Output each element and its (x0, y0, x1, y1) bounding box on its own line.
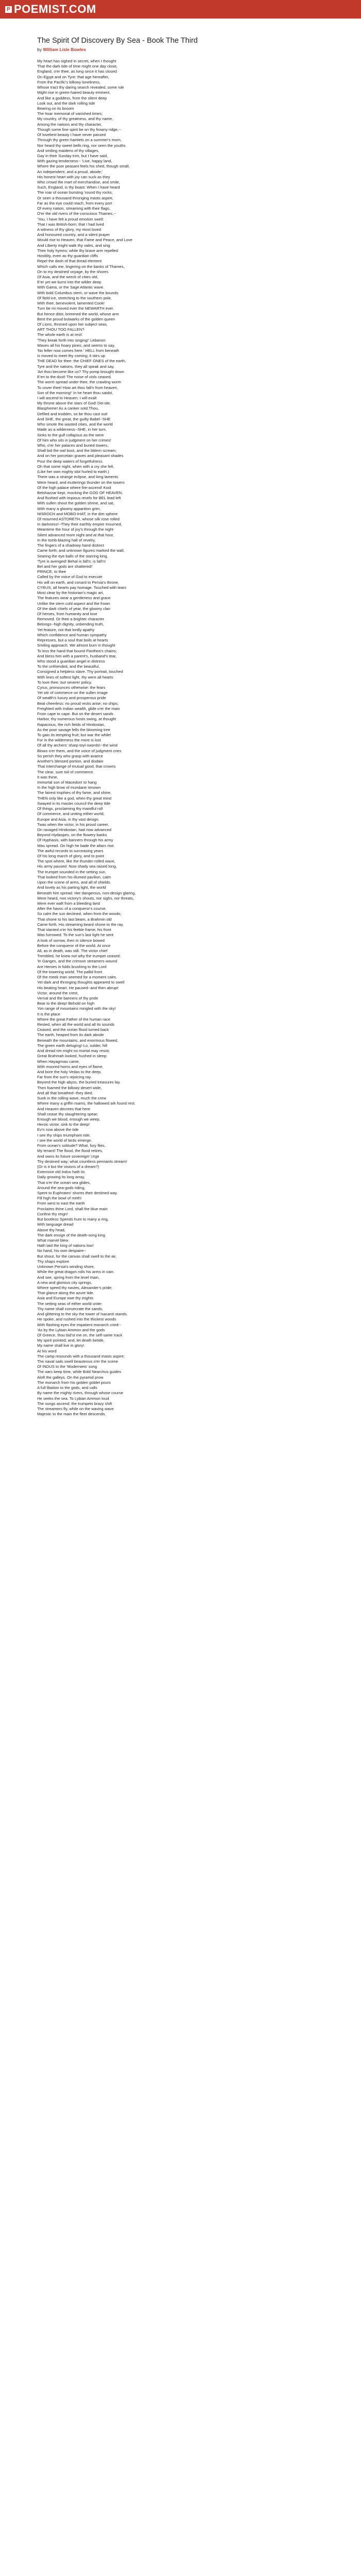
poem-line: 'No feller now comes here.' HELL from beneath (37, 348, 119, 353)
poem-line: Vernal and the banners of thy pride (37, 995, 99, 1001)
poem-line: That glance along the azure tide. (37, 1291, 94, 1296)
poem-line: Sunk in the rolling wave, much the crew (37, 1096, 106, 1101)
poem-line: Blows o'er them, and the voice of judgment cries (37, 748, 122, 753)
poem-line: Ceased, and the ocean flood turned back (37, 1027, 109, 1032)
poem-line: Of loveliest beauty I have never passed (37, 132, 106, 138)
poem-line: The trumpet sounded in the setting sun, (37, 869, 106, 874)
poem-line: Blaspheme! As a canker sold.Thou, (37, 406, 99, 411)
poem-line: And on her porcelain graves and pleasant shades (37, 453, 124, 459)
poem-line: 'Tyre is avenged! Behal is fall'n; is fall'n! (37, 558, 106, 564)
poem-line: While the great dragon rolls his arms in vain. (37, 1269, 114, 1275)
poem-line: Whose tract thy daring search revealed, some isle (37, 85, 124, 90)
poem-line: And bless him with a parent's, husband's tear, (37, 653, 117, 658)
poem-line: With Gama, or the Sage Atlantic wave. (37, 285, 104, 290)
poem-line: Bear to the deep! Behold on high (37, 1001, 95, 1006)
poem-line: Made as a wilderness--SHE, in her turn, (37, 427, 107, 432)
poem-line: From west to east the earth (37, 1201, 85, 1206)
poem-line: But shout, for the canvas shall swell to the air, (37, 1253, 117, 1259)
poem-line: With lines of softest light, thy were all hearts (37, 674, 113, 680)
poem-line: That looked from his illumed pavilion, calm (37, 874, 111, 879)
poem-line: England, o'er thee, as long since it has closed (37, 69, 117, 74)
poem-line: Of Greece, thou bid'st me on, the self-same track (37, 1332, 123, 1337)
poem-line: Though some fine spirit be on thy frowny ridge,-- (37, 127, 121, 132)
poem-line: There was a strange eclipse, and long laments (37, 474, 119, 480)
poem-line: And flushed with impious revels for BEL lead left (37, 496, 121, 501)
poem-line: Bel and her gods are shattered!' (37, 564, 93, 569)
poem-line: From the Pacific's billowy loneliness, (37, 79, 101, 84)
poem-line: To kiss the hand that bound Panthea's chains; (37, 648, 117, 653)
poem-line: The awful records to surceasing years (37, 848, 104, 853)
poem-line: Around the sea-gods riding, (37, 1185, 86, 1190)
poem-line: And bore the holy Vedas to the deep, (37, 1070, 102, 1074)
poem-line: Freighted with Indian wealth, glide o'er the main (37, 706, 120, 711)
poem-line: The spot where, like the thunder-rolled wave, (37, 859, 116, 864)
poem-line: His army paused. Now shady sea raised long, (37, 864, 117, 869)
logo-icon[interactable]: P (5, 6, 12, 13)
poem-line: Trembled, he knew not why the trumpet ceased; (37, 954, 121, 959)
poem-line: That interchange of mutual good, that crowns (37, 764, 116, 769)
poem-line: Gay in their Sunday trim, but I have said, (37, 153, 108, 158)
poem-line: The green earth deluging!-Lo, solder, hill (37, 1043, 107, 1048)
poem-line: Majestic to the main the fleet descends. (37, 1412, 106, 1417)
poem-line: Or seen a thousand thronging masts aspire, (37, 195, 113, 200)
poem-line: Look out, and the dark rolling tide (37, 100, 95, 106)
poem-line: And like a goddess, from the silent deep (37, 95, 107, 100)
poem-line: Heroic victor, sink to the deep! (37, 1122, 90, 1127)
poem-line: Of Asia, and the wreck of cities old, (37, 274, 99, 279)
poem-line: Hostility, even as thy guardian cliffs (37, 253, 98, 259)
poem-line: Of Hyphasis, with banners through his army (37, 838, 113, 843)
poem-line: Confine thy reign! (37, 1211, 68, 1216)
poem-line: Of INDUS to the 'Moderniets' song (37, 1364, 97, 1369)
poem-line: Beyond Hydaspes, on the flowery banks (37, 833, 107, 838)
poem-line: Victor, around the crest, (37, 990, 79, 995)
poem-line: Thy shaps explore (37, 1259, 70, 1264)
poem-line: Daily growing its long array, (37, 1175, 85, 1180)
poem-line: A full libation to the gods, and calls (37, 1385, 97, 1391)
poem-line: Removed. Or thee a brighter character (37, 617, 104, 622)
poem-line: Waves all his hoary pines, and seems to say, (37, 343, 116, 348)
poem-line: Silent advanced more night and at that hour, (37, 532, 114, 537)
poem-line: With many a gloomy apparition grim, (37, 506, 101, 511)
poem-line: Were ever waft from a bleeding land (37, 901, 100, 906)
poem-line: To the unfriended, and the beautiful, (37, 664, 100, 669)
poem-line: As the poor savage fells the blooming tree (37, 727, 110, 732)
poem-line: The roar of ocean bursting 'round thy rocks, (37, 190, 113, 195)
poem-line: The whole earth is at rest! (37, 332, 83, 337)
poem-line: Of every nation, streaming with their flags, (37, 206, 110, 211)
poem-line: Were heard, non victory's shouts, nor sighs, nor threats, (37, 895, 134, 901)
poem-line: On Egypt and on Tyre: that age hereafter, (37, 74, 109, 79)
poem-line: The fairest trophies of thy fame, and shine, (37, 790, 111, 795)
poem-line: Of Lions, throned upon her subject seas, (37, 321, 108, 327)
poem-line: The setting seas of either world unite: (37, 1301, 103, 1306)
poem-line: Great Brahmah looked, hushed in sleep; (37, 1054, 107, 1059)
poem-line: And Liberty might walk thy vales, and sing (37, 243, 110, 248)
poem-line: Searing the eye balls of the starring king. (37, 553, 108, 558)
poem-line: From cape to cape. But on the desert sands (37, 711, 113, 717)
poem-line: That o'er the ocean sea glides, (37, 1180, 91, 1185)
poem-line: So calm the sun declined, when from the woods, (37, 911, 122, 917)
poem-line: Called by the voice of God to execute (37, 574, 103, 580)
poem-line: Yet stir of commerce on the sullen image (37, 690, 108, 696)
poem-line: Among the nations and thy character, (37, 122, 102, 127)
poem-line: CYRUS, all hearts pay homage. Touched with tears (37, 585, 126, 590)
poem-line: In the high brow of mundane renown (37, 785, 101, 790)
poem-line: And see, spring from the level main, (37, 1275, 100, 1280)
poem-line: My spirit pointed; and, let death betide, (37, 1338, 105, 1343)
poem-line: My tenant! The flood, the flood retires, (37, 1148, 103, 1154)
poem-line: Of all thy archers' sharp toyl-swords!--the wind (37, 743, 118, 748)
poem-line: Rested, when all the world and all its sounds (37, 1022, 114, 1027)
poem-line: Thy name shall consecrate the sands, (37, 1306, 103, 1311)
poem-line: 'They break forth into singing!' Lebanon (37, 337, 106, 343)
poem-line: Enough we blood, enough we weep, (37, 1116, 101, 1122)
poem-line: Of heroes, from humanity and love (37, 611, 97, 616)
poem-line: Of things, proclaiming thy mandful roll (37, 806, 103, 811)
poem-line: Came forth; and unknown figures marked the wall, (37, 548, 125, 553)
poem-line: My country, of thy greatness, and thy name, (37, 116, 113, 122)
poem-line: And all that breathed--they died; (37, 1090, 93, 1095)
poem-line: Of mourned ASTORETH, whose silk rose rolled (37, 517, 120, 522)
poem-line: Asia and Europe owe thy mights (37, 1296, 93, 1301)
poem-line: My heart has sighed in secret, when I thought (37, 59, 117, 63)
poem-line: ART THOU TOO FALLEN? (37, 327, 85, 332)
poem-line: The clear, sure toil of commerce. (37, 769, 94, 774)
author-link[interactable]: William Lisle Bowles (43, 47, 86, 52)
poem-line: At his word (37, 1348, 57, 1353)
poem-line: Harbor, thy numerous hosts swing, at thought (37, 717, 116, 722)
poem-line: Of him who sits in judgment on her crimes! (37, 437, 111, 443)
poem-line: Their holy hymns; while thy brave arm repelled (37, 248, 119, 253)
poem-line: PRINCE, to thee (37, 569, 67, 574)
poem-line: With thee, benevolent, lamented Cook! (37, 301, 105, 306)
poem-line: And glittering to the sky the tower of Isacanti stands. (37, 1312, 128, 1317)
poem-line: No hand, his own despaire-- (37, 1248, 86, 1253)
poem-line: Before the conqueror of the world. At once (37, 943, 111, 948)
byline-prefix: by (37, 47, 42, 52)
poem-line: In the tomb-blazing hall of revelry, (37, 537, 96, 543)
poem-line: I see thy ships triumphant ride; (37, 1132, 91, 1138)
poem-line: Shall bid the owl boot, and the bittern scream; (37, 448, 117, 453)
poem-line: Swayed in its master council the deep tide (37, 801, 110, 806)
poem-line: That the dark tide of time might one day close, (37, 64, 118, 69)
poem-line: To love thee; but severer policy, (37, 680, 92, 685)
poem-line: Came forth. His streaming beard shone to the ray. (37, 922, 124, 927)
poem-line: 'As by the Lybian Ammon and the gods (37, 1327, 105, 1332)
poem-line: A new and glorious city springs, (37, 1280, 92, 1285)
poem-line: Of field-ice, stretching to the southern pole, (37, 295, 112, 300)
poem-line: A witness of thy glory, my most loved (37, 227, 101, 232)
poem-line: The hoar memorial of vanished times; (37, 111, 103, 116)
poem-line: I see the world of birds emerge. (37, 1138, 92, 1143)
poem-line: From ocean's solitude? What, fury flies. (37, 1143, 106, 1148)
poem-line: Rapacious, the rich fields of Hindostan, (37, 722, 105, 727)
poem-line: Beyond the high abyss, the buried treasures lay. (37, 1080, 121, 1085)
poem-line: On ravaged Hindostan, had now advanced (37, 827, 111, 832)
poem-line: So perish they who grasp with avarice (37, 753, 103, 758)
poem-line: He spoke, and rushed into the thickest woods (37, 1317, 117, 1322)
poem-line: Tyre and the nations, they all speak and say, (37, 364, 114, 369)
poem-line: And dread rim might no mortal may resist; (37, 1048, 110, 1054)
poem-line: The monarch from his golden goblet pours (37, 1380, 111, 1385)
site-logo[interactable]: POEMIST.COM (14, 3, 96, 15)
poem-line: With sullen shout the golden shrine, and sat, (37, 501, 114, 506)
poem-line: Defiled and trodden, so be thou cast out! (37, 411, 108, 416)
poem-line: His beating heart. He paused--and then abrupt: (37, 985, 119, 990)
poem-line: And smiling maidens of thy villages, (37, 148, 100, 153)
poem-line: Pour the deep waters of forgetfulness. (37, 459, 104, 464)
poem-line: Of commerce, and uniting either world, (37, 811, 105, 817)
poem-line: Consigned a helpless slave. Thy portrait, touched (37, 669, 123, 674)
site-header (0, 0, 361, 19)
poem-line: To cover thee! How art thou fall'n from heaven, (37, 385, 118, 390)
poem-line: Belongs--high dignity, unbending truth, (37, 622, 104, 627)
poem-line: That slanted o'er his feeble frame; his front (37, 927, 111, 933)
poem-line: Spent to Euphrates' shores their destined way. (37, 1191, 118, 1196)
poem-line: And Heaven decrees that here (37, 1106, 91, 1111)
poem-line: My name shall live in glory! (37, 1343, 85, 1348)
poem-line: Where many a griffin roams, the hallowed ark found rest. (37, 1101, 136, 1106)
poem-line: And owns its future sovereign! Urge (37, 1154, 100, 1159)
poem-line: Far as the eye could reach, from every port (37, 200, 112, 206)
poem-line: Such, England, is thy boast: When I have heard (37, 185, 120, 190)
poem-line: Extensive old Indus hath its (37, 1170, 85, 1175)
poem-line: Sinks to the gulf collapsus as the were (37, 432, 104, 437)
poem-line: Shall cease thy slaughtering spear; (37, 1111, 99, 1116)
poem-content (0, 19, 305, 1417)
poem-line: That shone to his last beam, a Brahmin old (37, 917, 112, 922)
poem-line: Yet dark and thronging thoughts appeared to swell (37, 980, 125, 985)
poem-byline (37, 46, 305, 53)
poem-line: And SHE, the great, the guilty Babel--SHE (37, 416, 111, 421)
poem-line: By name the mighty rivers, through whose course (37, 1391, 123, 1396)
poem-line: Unknown Persia's winding shore, (37, 1264, 95, 1269)
poem-line: And honoured country, and a silent prayer (37, 232, 110, 238)
poem-line: Meantime the hour of joy's through the night (37, 527, 113, 532)
poem-line: Yon range of mountains mingled with the sky! (37, 1006, 116, 1011)
poem-line: Bearing on its bosom (37, 106, 74, 111)
poem-line: Beat cheerless: no proud recks arise; no ships, (37, 701, 119, 706)
poem-line: Ev'n now above the tide (37, 1127, 79, 1132)
poem-line: NISROCH and MOBO-IHAT, in the dim sphere (37, 511, 118, 516)
poem-line: The streamers fly, while on the waving wave (37, 1406, 114, 1411)
poem-line: Proclaims thine Lord, shall the blue main (37, 1206, 108, 1211)
poem-line: With gazing tenderness-- 'Live, happy land, (37, 159, 112, 164)
poem-line: But bootless Spends hum to many a ring, (37, 1217, 109, 1222)
poem-line: THE DEAD for thee: the CHIEF ONES of the earth, (37, 359, 126, 364)
poem-line: Of the towering world. The pallid front (37, 969, 103, 974)
poem-line: The features wear a gentleness and grace (37, 596, 111, 601)
poem-line: The dark ensign of the death-song king. (37, 1232, 106, 1238)
poem-line: My throne above the stars of God! Dei-ide, (37, 401, 111, 406)
poem-line: 'Art thou become like us? Thy pomp brought down (37, 369, 124, 374)
poem-line: For in the wilderness the more is lost (37, 738, 101, 743)
poem-line: (Or is it but the visions of a dream?) (37, 1164, 100, 1169)
poem-line: Unlike the stern cold aspect and the frown (37, 601, 110, 606)
poem-line: It is the place (37, 1011, 60, 1016)
poem-line: The earth, heaped from its dark abode (37, 1032, 104, 1038)
poem-line: His will on earth, and conard to Persia's throne, (37, 580, 119, 585)
poem-line: It was thine, (37, 774, 58, 779)
poem-line: Where the great Father of the human race (37, 1016, 110, 1022)
poem-title: The Spirit Of Discovery By Sea - Book The Third (37, 37, 198, 45)
poem-line: I will ascend to Heaven; I will exalt (37, 396, 97, 400)
poem-line: After the havoc of a conqueror's course. (37, 906, 107, 911)
poem-line: Another's blessed portion, and disdain (37, 759, 104, 764)
poem-line: Repel the dash of that dread element (37, 259, 102, 264)
poem-line: His honest heart with joy can suck as they (37, 174, 110, 179)
poem-line: Beneath the mountains, and enormous flowed, (37, 1038, 119, 1043)
poem-line: All, as in death, was still. The victor chief (37, 948, 108, 953)
poem-line: To gain its tempting fruit; but war the while! (37, 733, 111, 737)
poem-line: Of the high palace where fire-ascend! Kool (37, 485, 111, 490)
poem-line: When Hayagrivas came, (37, 1059, 80, 1064)
poem-line: Where the poor peasant feels his shed, though small, (37, 164, 130, 169)
poem-line: He seeks the sea. To Lybian Ammon loud (37, 1396, 109, 1401)
poem-line: Yet feature, not that lordly apathy (37, 627, 95, 632)
poem-line: Aloft the galleys. On the pyramid prow (37, 1375, 104, 1380)
poem-line: Who, o'er her palaces and buried towers, (37, 443, 109, 448)
poem-line: In darkness!--They their earthly empire mourned, (37, 522, 122, 527)
poem-line: Thy destined way; what countless pennants stream! (37, 1159, 127, 1164)
poem-line: Cyrus, pronounces otherwise: the fears (37, 685, 106, 690)
poem-line: O'er the old rivers of the conscious Thames,-- (37, 211, 117, 216)
poem-line: Might rise in green-haired beauty eminent, (37, 90, 111, 95)
poem-line: Then foamed the billowy desert wide, (37, 1085, 102, 1090)
poem-line: With language dread (37, 1222, 74, 1227)
poem-line: A look of sorrow, then in silence bowed (37, 938, 105, 943)
poem-line: Bent the proud bulwarks of the golden queen (37, 316, 116, 321)
poem-line: Who crowd the mart of merchandise, and smile, (37, 180, 120, 185)
poem-line: Was spread. On high he bade the altars rise. (37, 843, 115, 848)
poem-line: Would rise to Heaven, that Fame and Peace, and Love (37, 238, 133, 243)
poem-line: Fill high the bowl of mirth! (37, 1196, 82, 1201)
poem-line: Where speed thy navies, Alexander's pride; (37, 1285, 112, 1290)
poem-line: The fingers of a shadowy hand distinct (37, 543, 104, 548)
poem-line: Smiling approach. We almost burn in thought (37, 643, 116, 648)
poem-line: (Like her own mighty idol hurled to earth.) (37, 469, 109, 474)
poem-line: Nor heard thy sweet bells ring, nor seen the youths (37, 143, 126, 148)
poem-line: The naval sails swell beauteous o'er the scene (37, 1359, 118, 1364)
poem-line: On to my destined voyage, by the shores (37, 269, 109, 274)
poem-line: Son of the morning!' In he heart thou saidst, (37, 390, 113, 395)
poem-line: With bold Columbus stern, or wave the bounds (37, 290, 119, 295)
poem-line: With moored horns and eyes of flame, (37, 1064, 104, 1069)
poem-line: Oh that some night, when with a cry she fell, (37, 464, 114, 469)
poem-line: Of the dark chiefs of year, the gloomy clan (37, 606, 110, 611)
poem-line: E'en to the dust! The noise of viols ceased. (37, 375, 112, 380)
poem-line: Above thy head, (37, 1227, 65, 1232)
poem-line: Turn be mi moved ever the NEWARTH ever. (37, 306, 114, 311)
poem-line: The worm spread under thee, the crawling worm (37, 380, 121, 385)
poem-line: Was furrowed. To the sun's last light he sent (37, 933, 113, 938)
poem-line: An independent, and a proud, abode;' (37, 169, 103, 174)
poem-line: Hath laid the king of nations low! (37, 1243, 94, 1248)
poem-line: But hence ditor, brimmed the world, whose arm (37, 311, 119, 316)
poem-line: Of wealth's luxury and prosperous pride (37, 696, 106, 701)
poem-body (37, 59, 305, 1417)
poem-line: What marvel blew (37, 1238, 69, 1243)
poem-line: Europe and Asia, in thy vast design. (37, 817, 100, 822)
poem-line: And lovely as his parting light, the world (37, 885, 106, 890)
poem-line: Of his long march of glory, and to point (37, 854, 104, 859)
poem-line: The songs ascend: the trumpets brazy shift (37, 1401, 112, 1406)
poem-line: Were heard, and mutterings thunder on the towers (37, 480, 125, 485)
poem-line: Is moved to meet thy coming; it stirs up (37, 353, 105, 359)
poem-line: Are Heroes in folds brushing to the Lord (37, 964, 107, 969)
poem-line: That I was British-born; that I had lived (37, 222, 104, 227)
poem-line: The oars keep time, while Bold Nearchus guides (37, 1369, 121, 1375)
poem-line: Which calls me, lingering on the banks of Thames, (37, 264, 125, 269)
poem-line: 'You, I have felt a proud emotion swell: (37, 216, 104, 222)
poem-line: Belshazzar kept, mocking the GOD OF HEAVEN, (37, 490, 123, 495)
poem-line: With flashing eyes the impatient monarch cried-- (37, 1322, 121, 1327)
poem-line: Which confidence and human sympathy (37, 632, 107, 637)
poem-line: Most clear by the historian's magic art, (37, 590, 104, 596)
poem-line: 'In Ganges, and the crimson streamers wound (37, 959, 118, 964)
poem-line: Of the meek man seemed for a moment calm, (37, 975, 117, 980)
poem-line: THEN only like a god, when thy great mind (37, 795, 111, 801)
poem-line: Beneath him spread. Her dangerous, non-design glaring, (37, 890, 136, 895)
poem-line: Twas when the victor, in his proud career, (37, 822, 109, 827)
poem-line: Through thy green hamlets on a summer's morn, (37, 138, 122, 143)
poem-line: Who smote the wasted cities, and the world (37, 422, 113, 427)
poem-line: Immortal son of Macedon! to hang (37, 779, 97, 785)
poem-line: Who stood a guardian angel in distress (37, 658, 105, 664)
poem-line: The camp resounds with a thousand masts aspire; (37, 1353, 125, 1359)
poem-line: E'er yet we burst into the wilder deep (37, 280, 102, 285)
poem-line: Far from the sun's rejoicing ray. (37, 1075, 92, 1080)
poem-line: Represses, but a soul that boils at hearts (37, 638, 108, 643)
poem-line: Upon the scene of arms, and all of shields. (37, 880, 111, 885)
